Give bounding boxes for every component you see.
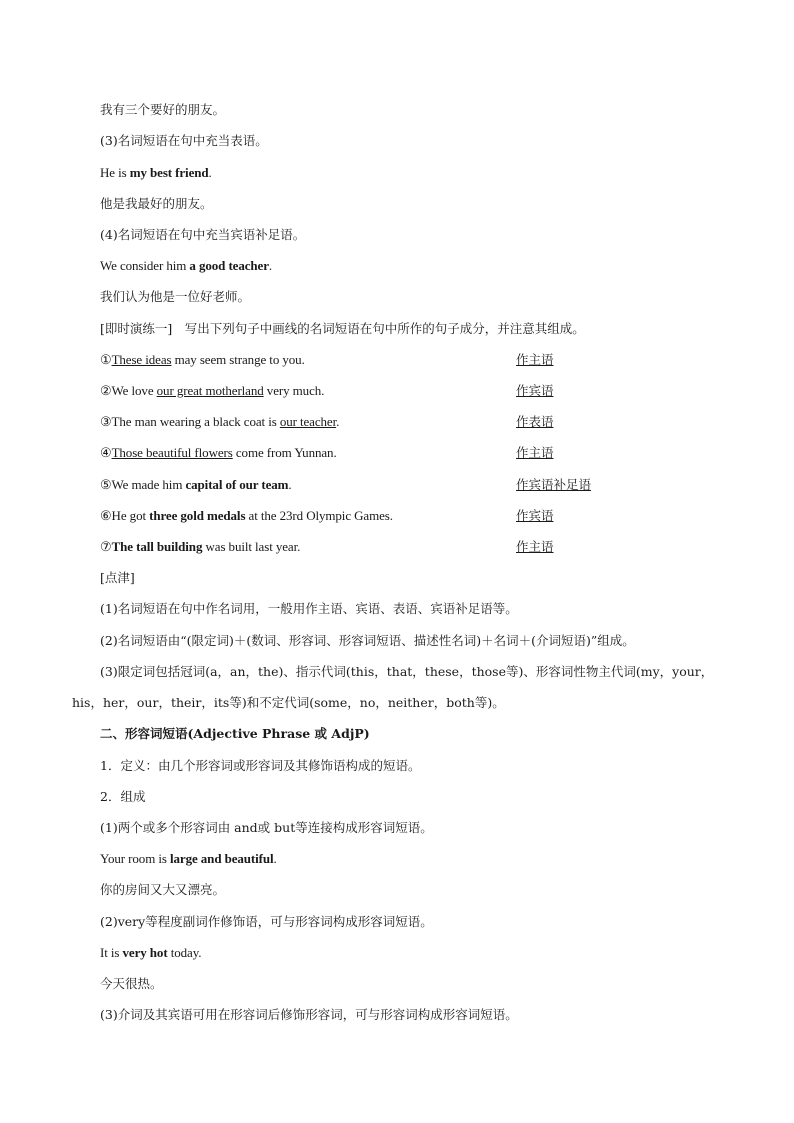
exercise-answer: 作宾语 bbox=[516, 508, 554, 523]
translation-line: 今天很热。 bbox=[100, 976, 163, 991]
exercise-instruction: [即时演练一] 写出下列句子中画线的名词短语在句中所作的句子成分，并注意其组成。 bbox=[100, 321, 585, 336]
exercise-sentence: ⑦The tall building was built last year. bbox=[100, 539, 301, 554]
definition-line: 1．定义：由几个形容词或形容词及其修饰语构成的短语。 bbox=[100, 758, 421, 773]
example-sentence: We consider him a good teacher. bbox=[100, 258, 273, 273]
exercise-sentence: ②We love our great motherland very much. bbox=[100, 383, 325, 398]
note-line: (3)限定词包括冠词(a，an，the)、指示代词(this，that，these，those等)、形容词性物主代词(my，your， bbox=[100, 664, 714, 679]
exercise-sentence: ⑤We made him capital of our team. bbox=[100, 477, 292, 492]
exercise-sentence: ④Those beautiful flowers come from Yunnan. bbox=[100, 445, 337, 460]
exercise-sentence: ③The man wearing a black coat is our teacher. bbox=[100, 414, 340, 429]
translation-line: 他是我最好的朋友。 bbox=[100, 196, 213, 211]
exercise-sentence: ①These ideas may seem strange to you. bbox=[100, 352, 305, 367]
exercise-answer: 作主语 bbox=[516, 539, 554, 554]
exercise-answer: 作主语 bbox=[516, 445, 554, 460]
rule-line: (2)very等程度副词作修饰语，可与形容词构成形容词短语。 bbox=[100, 914, 433, 929]
exercise-answer: 作宾语 bbox=[516, 383, 554, 398]
note-line: (1)名词短语在句中作名词用，一般用作主语、宾语、表语、宾语补足语等。 bbox=[100, 601, 518, 616]
translation-line: 我们认为他是一位好老师。 bbox=[100, 289, 251, 304]
exercise-answer: 作表语 bbox=[516, 414, 554, 429]
rule-line: (3)名词短语在句中充当表语。 bbox=[100, 133, 268, 148]
example-sentence: It is very hot today. bbox=[100, 945, 202, 960]
section-heading: 二、形容词短语(Adjective Phrase 或 AdjP) bbox=[100, 726, 370, 741]
rule-line: (3)介词及其宾语可用在形容词后修饰形容词，可与形容词构成形容词短语。 bbox=[100, 1007, 518, 1022]
example-sentence: He is my best friend. bbox=[100, 165, 212, 180]
translation-line: 你的房间又大又漂亮。 bbox=[100, 882, 226, 897]
exercise-answer: 作主语 bbox=[516, 352, 554, 367]
example-sentence: Your room is large and beautiful. bbox=[100, 851, 277, 866]
translation-line: 我有三个要好的朋友。 bbox=[100, 102, 226, 117]
rule-line: (4)名词短语在句中充当宾语补足语。 bbox=[100, 227, 306, 242]
subheading: 2．组成 bbox=[100, 789, 146, 804]
exercise-sentence: ⑥He got three gold medals at the 23rd Olympic Games. bbox=[100, 508, 393, 523]
rule-line: (1)两个或多个形容词由 and或 but等连接构成形容词短语。 bbox=[100, 820, 433, 835]
notes-title: [点津] bbox=[100, 570, 135, 585]
note-line-continued: his，her，our，their，its等)和不定代词(some，no，neither，both等)。 bbox=[72, 695, 505, 710]
exercise-answer: 作宾语补足语 bbox=[516, 477, 592, 492]
note-line: (2)名词短语由“(限定词)＋(数词、形容词、形容词短语、描述性名词)＋名词＋(介词短语)”组成。 bbox=[100, 633, 635, 648]
